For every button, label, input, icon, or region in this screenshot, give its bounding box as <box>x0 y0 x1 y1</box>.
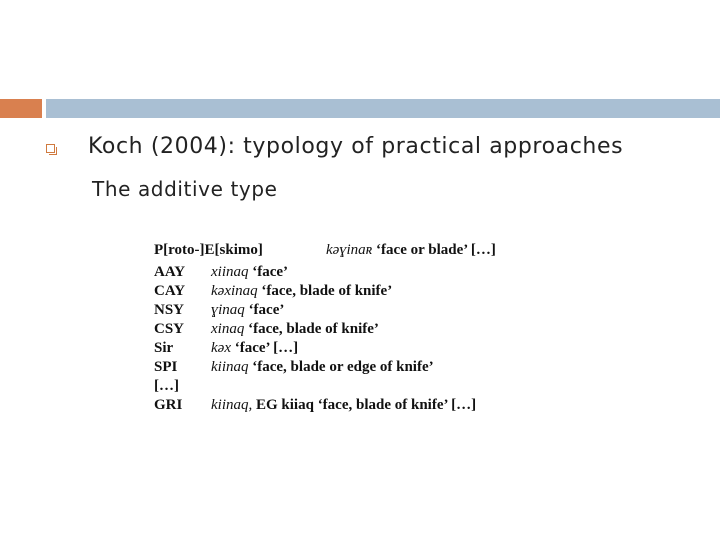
language-code: CSY <box>154 321 185 337</box>
language-code: AAY <box>154 264 186 280</box>
language-code: GRI <box>154 397 183 413</box>
word-form: kiinaq <box>211 359 249 375</box>
entry-gloss <box>211 282 392 301</box>
language-code: CAY <box>154 283 186 299</box>
word-meaning: ‘face’ […] <box>234 340 299 356</box>
word-form: kəx <box>211 340 231 356</box>
entry-gloss <box>211 263 288 282</box>
word-form: kiinaq, <box>211 397 253 413</box>
language-code: NSY <box>154 302 185 318</box>
language-code: […] <box>154 378 179 394</box>
word-meaning: ‘face, blade of knife’ <box>248 321 379 337</box>
word-form: kəxinaq <box>211 283 258 299</box>
word-meaning: ‘face’ <box>248 302 285 318</box>
slide-subheading: The additive type <box>92 177 278 201</box>
word-meaning: ‘face or blade’ […] <box>376 242 496 258</box>
entry-gloss <box>211 358 434 377</box>
entry-gloss <box>211 339 298 358</box>
word-form: xinaq <box>211 321 245 337</box>
language-code: SPI <box>154 359 178 375</box>
title-bar-accent-left <box>0 99 42 118</box>
word-form: ɣinaq <box>211 302 245 318</box>
word-meaning: ‘face, blade of knife’ <box>261 283 393 299</box>
language-code: Sir <box>154 340 174 356</box>
title-bar-accent-right <box>46 99 720 118</box>
word-meaning: ‘face’ <box>252 264 289 280</box>
checkbox-square-icon <box>46 144 55 153</box>
word-meaning: ‘face, blade or edge of knife’ <box>252 359 434 375</box>
language-code: P[roto-]E[skimo] <box>154 242 263 258</box>
entry-gloss <box>211 301 284 320</box>
slide-heading: Koch (2004): typology of practical approaches <box>88 134 624 159</box>
word-form: kəɣinaʀ <box>326 242 373 258</box>
word-form: xiinaq <box>211 264 249 280</box>
word-meaning: EG kiiaq ‘face, blade of knife’ […] <box>256 397 477 413</box>
entry-gloss <box>326 241 496 260</box>
entry-gloss <box>211 396 476 415</box>
entry-gloss <box>211 320 379 339</box>
